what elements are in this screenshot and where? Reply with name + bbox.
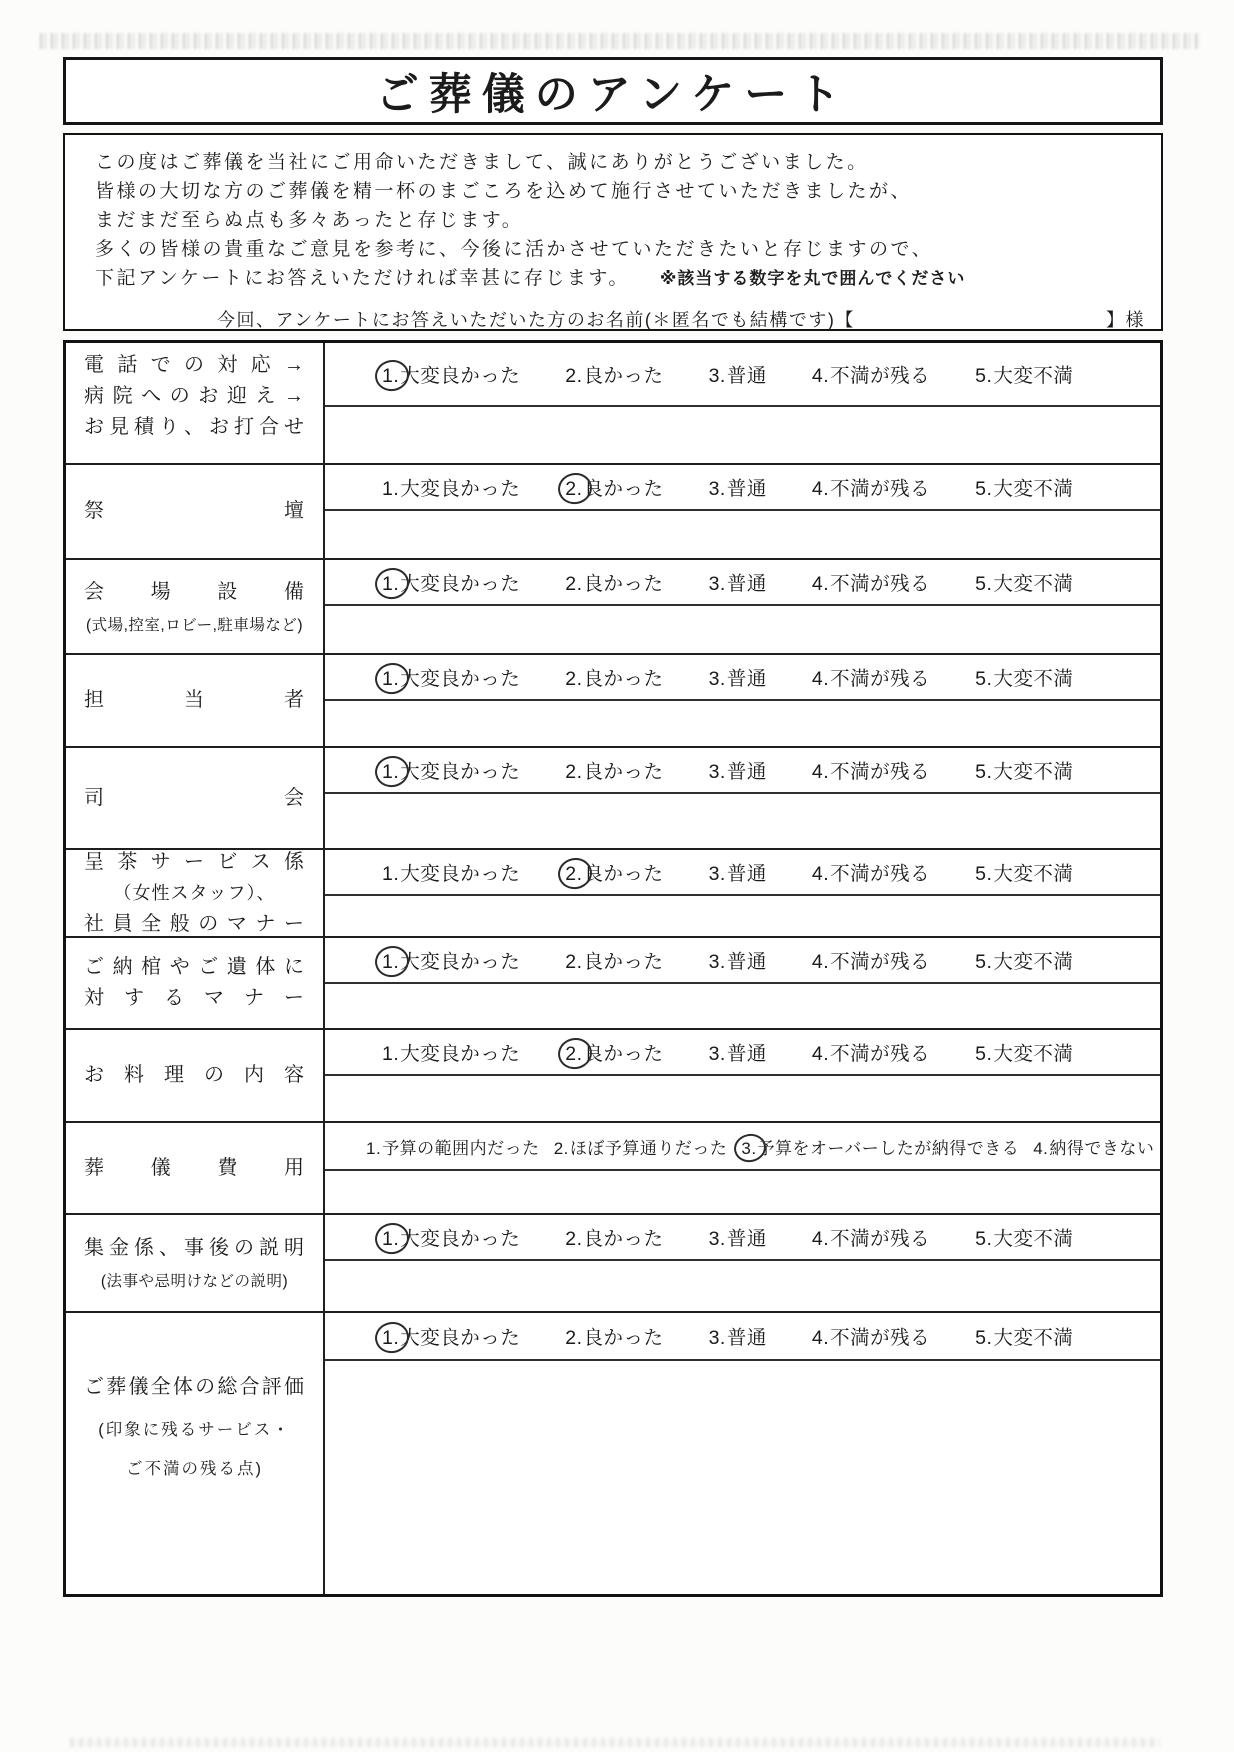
row-label-cell	[66, 938, 325, 1028]
scan-noise-top	[40, 33, 1200, 49]
row-label-line: お見積り、お打合せ	[84, 416, 305, 438]
rating-option	[811, 1223, 930, 1251]
rating-label: 大変不満	[993, 863, 1074, 885]
selected-rating-circled-number: 1.	[382, 1327, 400, 1349]
rating-number: 1.	[366, 1138, 382, 1158]
rating-label: 普通	[726, 573, 767, 595]
rating-number: 4.	[1033, 1138, 1049, 1158]
rating-option	[811, 473, 930, 501]
rating-number: 4.	[811, 573, 830, 595]
row-label-cell	[66, 1215, 325, 1311]
table-row	[66, 848, 1160, 936]
name-suffix: 】様	[1106, 310, 1145, 330]
intro-line-5-text: 下記アンケートにお答えいただければ幸甚に存じます。	[95, 268, 630, 289]
rating-label: 良かった	[583, 1327, 664, 1349]
row-answer-cell	[325, 850, 1160, 936]
comment-space	[325, 1361, 1160, 1594]
rating-label: 良かった	[583, 1043, 664, 1065]
row-label-line: 葬儀費用	[84, 1156, 305, 1179]
rating-number: 3.	[708, 365, 726, 387]
rating-number: 5.	[975, 863, 993, 885]
row-label-cell	[66, 560, 325, 653]
row-label-line: 呈茶サービス係	[84, 850, 305, 873]
rating-label: 大変良かった	[400, 1043, 521, 1065]
rating-label: 大変不満	[993, 951, 1074, 973]
rating-option	[708, 568, 767, 596]
rating-option	[365, 1134, 540, 1159]
row-label-line: 会場設備	[84, 580, 305, 603]
rating-label: 大変良かった	[400, 573, 521, 595]
rating-option	[811, 1322, 930, 1350]
selected-rating-circled-number: 1.	[382, 573, 400, 595]
rating-number: 5.	[975, 478, 993, 500]
rating-option	[553, 1134, 728, 1159]
selected-rating-circled-number: 1.	[382, 1228, 400, 1250]
rating-number: 3.	[708, 573, 726, 595]
rating-option	[708, 663, 767, 691]
rating-label: 不満が残る	[830, 1228, 931, 1250]
table-row	[66, 1311, 1160, 1594]
rating-number: 3.	[708, 478, 726, 500]
rating-label: 普通	[726, 761, 767, 783]
rating-option	[974, 1223, 1073, 1251]
survey-table	[63, 340, 1163, 1597]
rating-label: 不満が残る	[830, 365, 931, 387]
rating-number: 3.	[708, 951, 726, 973]
rating-option	[974, 663, 1073, 691]
row-answer-cell	[325, 1123, 1160, 1213]
rating-label: 大変不満	[993, 365, 1074, 387]
table-row	[66, 558, 1160, 653]
rating-label: 普通	[726, 478, 767, 500]
row-label-cell	[66, 1030, 325, 1121]
rating-options	[325, 1215, 1160, 1261]
rating-option	[974, 360, 1073, 388]
rating-number: 3.	[708, 668, 726, 690]
rating-options	[325, 343, 1160, 407]
table-row	[66, 1028, 1160, 1121]
rating-options	[325, 1030, 1160, 1076]
comment-space	[325, 1261, 1160, 1311]
selected-rating-circled-number: 2.	[565, 1043, 583, 1065]
rating-option	[564, 946, 663, 974]
comment-space	[325, 1076, 1160, 1121]
page-title: ご葬儀のアンケート	[375, 70, 851, 119]
selected-rating-circled-number: 1.	[382, 365, 400, 387]
rating-label: 大変不満	[993, 1327, 1074, 1349]
row-label-cell	[66, 465, 325, 558]
row-answer-cell	[325, 465, 1160, 558]
comment-space	[325, 407, 1160, 463]
rating-option	[564, 1223, 663, 1251]
rating-label: 普通	[726, 668, 767, 690]
rating-number: 4.	[811, 1043, 830, 1065]
rating-label: 良かった	[583, 863, 664, 885]
row-label-line: 電話での対応→	[84, 354, 305, 376]
rating-option	[708, 360, 767, 388]
rating-number: 5.	[975, 573, 993, 595]
row-label-line: 社員全般のマナー	[84, 912, 305, 935]
row-label-line: 対するマナー	[84, 987, 305, 1009]
rating-label: 良かった	[583, 1228, 664, 1250]
rating-label: 不満が残る	[830, 863, 931, 885]
rating-option	[708, 756, 767, 784]
selected-rating-circled-number: 2.	[565, 478, 583, 500]
scan-noise-bottom	[70, 1738, 1160, 1747]
rating-option	[381, 858, 520, 886]
rating-option	[381, 946, 520, 974]
rating-number: 5.	[975, 1228, 993, 1250]
selected-rating-circled-number: 1.	[382, 668, 400, 690]
rating-label: 良かった	[583, 761, 664, 783]
rating-option	[974, 858, 1073, 886]
title-box	[63, 57, 1163, 125]
rating-label: 予算をオーバーしたが納得できる	[757, 1138, 1020, 1158]
rating-number: 5.	[975, 951, 993, 973]
rating-option	[564, 473, 663, 501]
rating-label: 大変不満	[993, 1043, 1074, 1065]
rating-label: 不満が残る	[830, 478, 931, 500]
rating-label: 大変不満	[993, 1228, 1074, 1250]
comment-space	[325, 606, 1160, 653]
rating-label: 大変良かった	[400, 1228, 521, 1250]
rating-label: 大変良かった	[400, 761, 521, 783]
rating-number: 4.	[811, 478, 830, 500]
row-answer-cell	[325, 655, 1160, 746]
row-answer-cell	[325, 560, 1160, 653]
name-prompt: 今回、アンケートにお答えいただいた方のお名前(＊匿名でも結構です)【	[217, 310, 855, 330]
rating-label: 大変不満	[993, 761, 1074, 783]
rating-options	[325, 655, 1160, 701]
rating-number: 5.	[975, 1327, 993, 1349]
intro-line-1: この度はご葬儀を当社にご用命いただきまして、誠にありがとうございました。	[95, 152, 869, 173]
rating-options	[325, 465, 1160, 511]
table-row	[66, 936, 1160, 1028]
rating-label: 良かった	[583, 365, 664, 387]
rating-label: 納得できない	[1049, 1138, 1155, 1158]
intro-box	[63, 133, 1163, 331]
rating-option	[564, 568, 663, 596]
respondent-name-line	[95, 306, 1161, 332]
rating-number: 2.	[565, 1228, 583, 1250]
row-label-cell	[66, 655, 325, 746]
row-label-line: 祭壇	[84, 500, 305, 522]
rating-label: 良かった	[583, 573, 664, 595]
rating-options	[325, 1123, 1160, 1171]
rating-option	[811, 360, 930, 388]
row-answer-cell	[325, 1215, 1160, 1311]
row-label-subline: (式場,控室,ロビー,駐車場など)	[85, 616, 304, 634]
row-label-cell	[66, 748, 325, 848]
rating-option	[708, 1223, 767, 1251]
comment-space	[325, 896, 1160, 936]
rating-option	[974, 946, 1073, 974]
intro-line-4: 多くの皆様の貴重なご意見を参考に、今後に活かさせていただきたいと存じますので、	[95, 239, 934, 260]
rating-label: 良かった	[583, 668, 664, 690]
row-label-line: 集金係、事後の説明	[84, 1237, 305, 1259]
rating-option	[381, 568, 520, 596]
rating-label: 大変不満	[993, 668, 1074, 690]
rating-number: 4.	[811, 951, 830, 973]
row-label-cell	[66, 1313, 325, 1594]
rating-label: 不満が残る	[830, 761, 931, 783]
row-label-subline: ご不満の残る点)	[126, 1460, 263, 1478]
rating-option	[564, 1038, 663, 1066]
rating-label: 普通	[726, 1327, 767, 1349]
rating-label: 普通	[726, 951, 767, 973]
row-answer-cell	[325, 343, 1160, 463]
rating-option	[381, 473, 520, 501]
intro-line-5	[95, 264, 1161, 293]
rating-option	[564, 858, 663, 886]
rating-option	[811, 1038, 930, 1066]
row-label-line: ご葬儀全体の総合評価	[84, 1376, 305, 1398]
rating-label: 普通	[726, 863, 767, 885]
rating-number: 4.	[811, 365, 830, 387]
rating-option	[708, 473, 767, 501]
row-label-line: お料理の内容	[84, 1064, 305, 1086]
rating-option	[564, 360, 663, 388]
rating-number: 3.	[708, 863, 726, 885]
rating-label: 不満が残る	[830, 668, 931, 690]
rating-option	[811, 663, 930, 691]
rating-label: 大変良かった	[400, 478, 521, 500]
rating-option	[381, 663, 520, 691]
rating-number: 3.	[708, 1043, 726, 1065]
rating-option	[708, 946, 767, 974]
rating-label: 予算の範囲内だった	[382, 1138, 540, 1158]
rating-label: 良かった	[583, 951, 664, 973]
rating-number: 2.	[565, 951, 583, 973]
rating-option	[974, 756, 1073, 784]
rating-number: 4.	[811, 1228, 830, 1250]
rating-option	[381, 756, 520, 784]
row-label-cell	[66, 1123, 325, 1213]
rating-option	[381, 360, 520, 388]
rating-label: 普通	[726, 365, 767, 387]
rating-label: 大変良かった	[400, 1327, 521, 1349]
rating-options	[325, 748, 1160, 794]
rating-number: 4.	[811, 668, 830, 690]
intro-line-2: 皆様の大切な方のご葬儀を精一杯のまごころを込めて施行させていただきましたが、	[95, 181, 913, 202]
selected-rating-circled-number: 1.	[382, 951, 400, 973]
rating-option	[1032, 1134, 1154, 1159]
rating-number: 5.	[975, 1043, 993, 1065]
rating-number: 2.	[565, 365, 583, 387]
rating-option	[974, 473, 1073, 501]
circle-instruction-note: ※該当する数字を丸で囲んでください	[659, 269, 966, 288]
comment-space	[325, 511, 1160, 558]
rating-options	[325, 850, 1160, 896]
rating-option	[564, 1322, 663, 1350]
rating-label: 良かった	[583, 478, 664, 500]
rating-option	[708, 858, 767, 886]
rating-options	[325, 560, 1160, 606]
rating-number: 5.	[975, 365, 993, 387]
rating-number: 1.	[382, 1043, 400, 1065]
rating-option	[811, 568, 930, 596]
rating-number: 1.	[382, 478, 400, 500]
intro-line-3: まだまだ至らぬ点も多々あったと存じます。	[95, 210, 524, 231]
comment-space	[325, 701, 1160, 746]
rating-options	[325, 1313, 1160, 1361]
rating-label: 大変不満	[993, 478, 1074, 500]
rating-number: 2.	[553, 1138, 569, 1158]
rating-number: 5.	[975, 668, 993, 690]
rating-label: 不満が残る	[830, 1327, 931, 1349]
selected-rating-circled-number: 2.	[565, 863, 583, 885]
table-row	[66, 653, 1160, 746]
row-label-cell	[66, 850, 325, 936]
rating-option	[740, 1134, 1019, 1159]
selected-rating-circled-number: 1.	[382, 761, 400, 783]
comment-space	[325, 794, 1160, 848]
rating-number: 2.	[565, 668, 583, 690]
rating-number: 4.	[811, 863, 830, 885]
table-row	[66, 343, 1160, 463]
rating-option	[564, 663, 663, 691]
rating-label: 不満が残る	[830, 951, 931, 973]
rating-label: 大変良かった	[400, 863, 521, 885]
rating-number: 2.	[565, 761, 583, 783]
rating-label: 不満が残る	[830, 573, 931, 595]
rating-number: 3.	[708, 1327, 726, 1349]
rating-number: 3.	[708, 1228, 726, 1250]
rating-option	[811, 946, 930, 974]
table-row	[66, 1213, 1160, 1311]
row-label-line: 担当者	[84, 689, 305, 711]
rating-label: ほぼ予算通りだった	[569, 1138, 728, 1158]
comment-space	[325, 1171, 1160, 1213]
rating-label: 普通	[726, 1228, 767, 1250]
rating-label: 普通	[726, 1043, 767, 1065]
rating-option	[974, 1322, 1073, 1350]
row-answer-cell	[325, 938, 1160, 1028]
rating-option	[564, 756, 663, 784]
rating-label: 大変良かった	[400, 668, 521, 690]
rating-option	[811, 858, 930, 886]
rating-label: 大変不満	[993, 573, 1074, 595]
row-label-subline: (印象に残るサービス・	[98, 1421, 291, 1439]
rating-number: 3.	[708, 761, 726, 783]
rating-label: 大変良かった	[400, 365, 521, 387]
rating-options	[325, 938, 1160, 984]
rating-option	[708, 1322, 767, 1350]
rating-option	[974, 1038, 1073, 1066]
rating-option	[811, 756, 930, 784]
rating-number: 5.	[975, 761, 993, 783]
rating-label: 不満が残る	[830, 1043, 931, 1065]
row-label-line: 司会	[84, 786, 305, 809]
rating-number: 2.	[565, 1327, 583, 1349]
row-label-subline: (法事や忌明けなどの説明)	[100, 1273, 289, 1290]
rating-number: 4.	[811, 1327, 830, 1349]
rating-label: 大変良かった	[400, 951, 521, 973]
rating-number: 4.	[811, 761, 830, 783]
table-row	[66, 463, 1160, 558]
row-answer-cell	[325, 1030, 1160, 1121]
rating-number: 2.	[565, 573, 583, 595]
table-row	[66, 746, 1160, 848]
selected-rating-circled-number: 3.	[741, 1138, 757, 1158]
row-answer-cell	[325, 1313, 1160, 1594]
row-label-line: （女性スタッフ）、	[113, 882, 276, 903]
rating-option	[381, 1038, 520, 1066]
rating-option	[708, 1038, 767, 1066]
row-label-line: ご納棺やご遺体に	[84, 956, 305, 978]
row-answer-cell	[325, 748, 1160, 848]
row-label-cell	[66, 343, 325, 463]
rating-number: 1.	[382, 863, 400, 885]
rating-option	[381, 1223, 520, 1251]
comment-space	[325, 984, 1160, 1028]
rating-option	[974, 568, 1073, 596]
row-label-line: 病院へのお迎え→	[84, 385, 305, 407]
rating-option	[381, 1322, 520, 1350]
table-row	[66, 1121, 1160, 1213]
